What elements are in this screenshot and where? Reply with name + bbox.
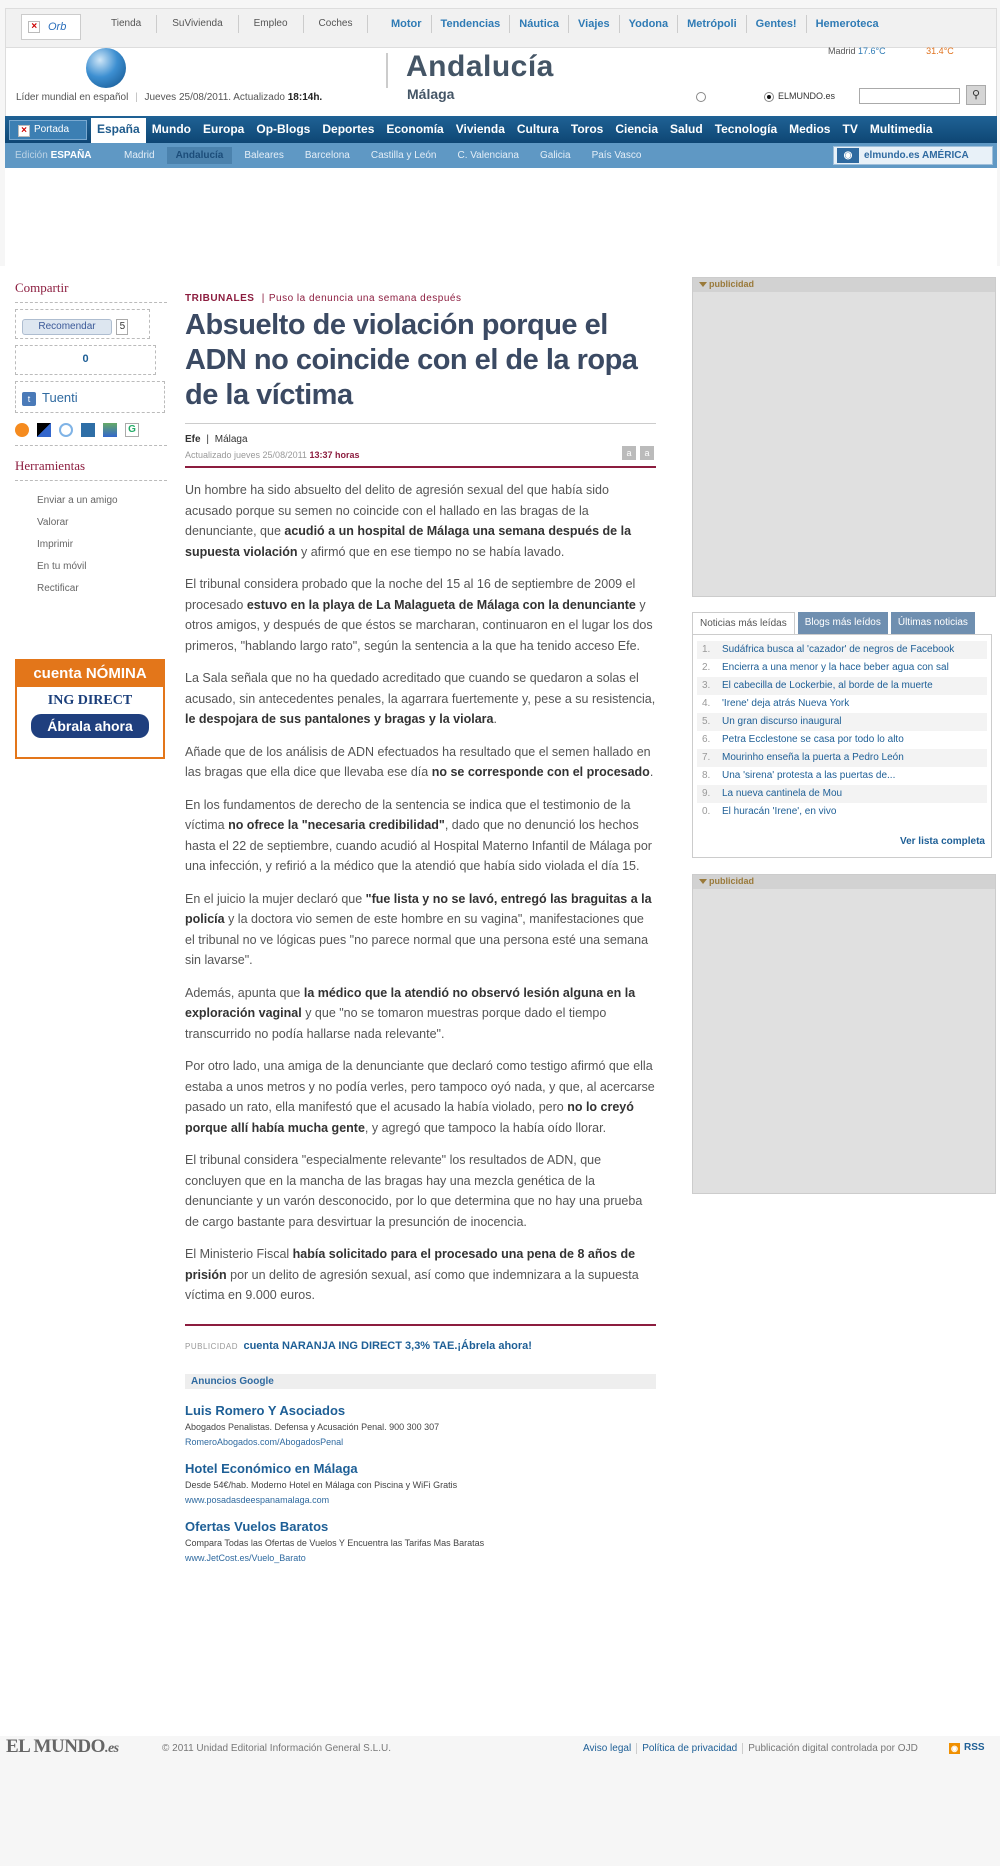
news-item[interactable]	[697, 803, 987, 821]
paragraph-text: y otros amigos, y después de que éstos se marcharan, continuaron en el lugar los dos primeros, "hablando largo rato", según la sentencia a la que ha tenido acceso Efe.	[185, 597, 653, 653]
google-ad-title[interactable]: Ofertas Vuelos Baratos	[185, 1518, 329, 1534]
news-rank: 9.	[702, 788, 711, 799]
paragraph-bold: acudió a un hospital de Málaga una semana después de la supuesta violación	[185, 524, 632, 559]
orb-label: Orb	[48, 21, 67, 33]
tool-item[interactable]: Enviar a un amigo	[37, 495, 118, 506]
article-paragraph	[185, 1056, 656, 1138]
edition-item[interactable]: Castilla y León	[370, 150, 437, 161]
tuenti-icon: t	[22, 392, 36, 406]
america-pre: elmundo.es	[864, 150, 920, 161]
news-item[interactable]	[697, 641, 987, 659]
ad-box-top[interactable]	[692, 277, 996, 597]
tool-item[interactable]: Rectificar	[37, 583, 79, 594]
paragraph-text: .	[493, 712, 497, 726]
ad-label: publicidad	[693, 278, 995, 292]
recommend-button[interactable]: Recomendar	[22, 319, 112, 335]
footer-copyright: © 2011 Unidad Editorial Información General S.L.U.	[162, 1743, 391, 1754]
paragraph-text: Un hombre ha sido absuelto del delito de agresión sexual del que había sido acusado porque su semen no coincide con el hallado en las bragas de la denunciante, que	[185, 483, 609, 538]
edition-item[interactable]: Madrid	[124, 150, 155, 161]
news-title[interactable]: Una 'sirena' protesta a las puertas de...	[722, 770, 896, 781]
news-tab[interactable]: Últimas noticias	[891, 612, 975, 634]
news-item[interactable]	[697, 731, 987, 749]
google-ad-url[interactable]: www.posadasdeespanamalaga.com	[185, 1494, 330, 1505]
news-title[interactable]: Petra Ecclestone se casa por todo lo alto	[722, 734, 904, 745]
tuenti-button[interactable]	[15, 381, 165, 413]
nav-item[interactable]: TV	[842, 122, 858, 136]
edition-item[interactable]: Barcelona	[304, 150, 350, 161]
nav-item[interactable]: Vivienda	[455, 122, 505, 136]
news-rank: 8.	[702, 770, 711, 781]
news-rank: 0.	[702, 806, 711, 817]
news-item[interactable]	[697, 659, 987, 677]
weather-city: Madrid	[828, 46, 856, 56]
search-option-label: ELMUNDO.es	[778, 91, 836, 101]
service-link[interactable]: SuVivienda	[157, 15, 238, 33]
article-rule	[185, 466, 656, 468]
news-item[interactable]	[697, 677, 987, 695]
nav-home-label: Portada	[34, 124, 70, 135]
service-link[interactable]: Náutica	[510, 15, 569, 33]
rss-icon: ◉	[949, 1743, 960, 1754]
news-rank: 7.	[702, 752, 711, 763]
paragraph-text: El tribunal considera "especialmente relevante" los resultados de ADN, que concluyen que en la mancha de las bragas hay una mezcla genética de la denunciante y un varón desconocido, por lo que determina que no hay una prueba de cargo bastante para desvirtuar la presunción de inocencia.	[185, 1153, 643, 1229]
article-paragraph	[185, 742, 656, 783]
news-title[interactable]: Sudáfrica busca al 'cazador' de negros de Facebook	[722, 644, 955, 655]
google-ad-desc: Desde 54€/hab. Moderno Hotel en Málaga con Piscina y WiFi Gratis	[185, 1479, 458, 1490]
article-kicker: TRIBUNALES | Puso la denuncia una semana después	[185, 293, 462, 304]
ojd-text: Publicación digital controlada por OJD	[748, 1743, 918, 1754]
search-elmundo-radio[interactable]	[764, 92, 774, 102]
tool-item[interactable]: En tu móvil	[37, 561, 87, 572]
service-link[interactable]: Empleo	[239, 15, 304, 33]
share-counter-box[interactable]	[15, 345, 156, 375]
edition-item[interactable]: Baleares	[244, 150, 284, 161]
paragraph-text: Por otro lado, una amiga de la denunciante que declaró como testigo afirmó que ella estaba a unos metros y no podía verles, pero tampoco oyó nada, y que, al acercarse pasado un rato, ella manifestó que el acusado la había violado, pero	[185, 1059, 655, 1114]
google-ad-title[interactable]: Luis Romero Y Asociados	[185, 1402, 346, 1418]
tools-list	[15, 495, 167, 594]
share-counter: 0	[82, 353, 89, 365]
site-header	[5, 48, 997, 116]
paragraph-text: por un delito de agresión sexual, así como que indemnizara a la supuesta víctima en 9.000 euros.	[185, 1267, 639, 1302]
news-item[interactable]	[697, 695, 987, 713]
font-smaller-icon[interactable]: a	[622, 446, 636, 460]
recommend-count: 5	[116, 319, 128, 335]
broken-image-icon: ×	[18, 125, 30, 137]
nav-item[interactable]: Toros	[570, 122, 604, 136]
nav-item[interactable]: Medios	[789, 122, 831, 136]
tuenti-label: Tuenti	[42, 390, 78, 405]
article-paragraph	[185, 1150, 656, 1232]
paragraph-text: .	[649, 765, 654, 779]
news-tab[interactable]: Blogs más leídos	[798, 612, 888, 634]
search-web-radio[interactable]	[696, 92, 706, 102]
ad-left-top: cuenta NÓMINA	[17, 661, 163, 687]
nav-item[interactable]: Op-Blogs	[256, 122, 311, 136]
services-bar	[5, 8, 997, 48]
paragraph-text: Añade que de los análisis de ADN efectuados ha resultado que el semen hallado en las bragas que ella dice que llevaba ese día	[185, 744, 651, 779]
facebook-box	[15, 309, 150, 339]
article	[185, 293, 656, 1563]
tool-item[interactable]: Valorar	[37, 517, 69, 528]
paragraph-text: , y agregó que tampoco la había oído llorar.	[364, 1120, 607, 1135]
service-link[interactable]: Motor	[382, 15, 432, 33]
article-paragraph	[185, 574, 656, 656]
tagline-text: Líder mundial en español	[16, 92, 129, 103]
meneame-icon[interactable]	[15, 423, 29, 437]
paragraph-bold: había solicitado para el procesado una pena de 8 años de prisión	[185, 1247, 636, 1282]
publicidad-link[interactable]: cuenta NARANJA ING DIRECT 3,3% TAE.¡Ábrela ahora!	[243, 1339, 532, 1352]
paragraph-text: Además, apunta que	[185, 985, 304, 1000]
news-rank: 6.	[702, 734, 711, 745]
paragraph-text: El Ministerio Fiscal	[185, 1247, 293, 1261]
most-read-box	[692, 634, 992, 858]
service-link[interactable]: Gentes!	[747, 15, 807, 33]
news-item[interactable]	[697, 767, 987, 785]
header-date: Jueves 25/08/2011. Actualizado	[144, 92, 285, 103]
share-title: Compartir	[15, 280, 167, 303]
edition-item[interactable]: País Vasco	[591, 150, 642, 161]
font-larger-icon[interactable]: a	[640, 446, 654, 460]
yahoo-icon[interactable]	[81, 423, 95, 437]
paragraph-text: y la doctora vio semen de este hombre en su vagina", manifestaciones que el tribunal no ve lógicas pues "no parece normal que una persona esté una semana sin lavarse".	[185, 912, 649, 967]
digg-icon[interactable]	[103, 423, 117, 437]
search-button[interactable]	[966, 85, 986, 105]
footer-logo-suffix: .es	[104, 1741, 119, 1756]
edition-item[interactable]: Galicia	[540, 150, 571, 161]
article-paragraph	[185, 1244, 656, 1306]
broken-image-icon: ×	[28, 21, 40, 33]
america-label: AMÉRICA	[922, 150, 969, 161]
ad-box-bottom[interactable]	[692, 874, 996, 1194]
nav-items	[91, 116, 939, 143]
tools-title: Herramientas	[15, 458, 167, 481]
nav-item[interactable]: Economía	[386, 122, 444, 136]
paragraph-text: y afirmó que en ese tiempo no se había lavado.	[297, 544, 565, 559]
weather	[828, 46, 954, 56]
see-all-link[interactable]: Ver lista completa	[899, 836, 985, 847]
paragraph-text: La Sala señala que no ha quedado acreditado que cuando se quedaron a solas el acusado, sin antecedentes penales, la agarrara fuertemente y, pese a su resistencia,	[185, 671, 656, 706]
paragraph-text: El tribunal considera probado que la noche del 15 al 16 de septiembre de 2009 el procesado	[185, 577, 636, 612]
ad-label: publicidad	[693, 875, 995, 889]
header-divider	[386, 53, 388, 88]
news-tabs	[692, 612, 978, 634]
rss-link[interactable]	[949, 1742, 985, 1754]
search-input[interactable]	[859, 88, 960, 104]
banner-area	[5, 168, 997, 266]
article-paragraph	[185, 983, 656, 1045]
article-updated	[185, 450, 656, 460]
left-column	[15, 280, 167, 605]
service-link[interactable]: Yodona	[620, 15, 679, 33]
main-nav	[5, 116, 997, 143]
google-ads-title: Anuncios Google	[185, 1374, 656, 1389]
header-tagline: Líder mundial en español | Jueves 25/08/2011. Actualizado 18:14h.	[16, 92, 323, 103]
news-rank: 1.	[702, 644, 711, 655]
updated-date: Actualizado jueves 25/08/2011	[185, 450, 307, 460]
google-ad-url[interactable]: www.JetCost.es/Vuelo_Barato	[185, 1552, 306, 1563]
google-ad	[185, 1403, 656, 1447]
article-body	[185, 480, 656, 1306]
article-paragraph	[185, 668, 656, 730]
google-icon[interactable]: G	[125, 423, 139, 437]
footer	[0, 1736, 1000, 1866]
edition-item[interactable]: Andalucía	[167, 147, 233, 164]
nav-item[interactable]: Multimedia	[869, 122, 933, 136]
article-byline: Efe | Málaga	[185, 434, 248, 445]
service-link[interactable]: Hemeroteca	[815, 18, 879, 30]
services-gray	[96, 15, 368, 33]
publicidad-label: PUBLICIDAD	[185, 1341, 239, 1351]
paragraph-text: En los fundamentos de derecho de la sentencia se indica que el testimonio de la víctima	[185, 797, 631, 832]
edition-label	[15, 150, 92, 161]
temp-min: 17.6°C	[858, 46, 886, 56]
temp-max: 31.4°C	[926, 46, 954, 56]
orb-logo[interactable]	[21, 14, 81, 40]
service-link[interactable]: Tendencias	[432, 15, 511, 33]
google-ad-url[interactable]: RomeroAbogados.com/AbogadosPenal	[185, 1436, 344, 1447]
edition-items	[115, 147, 653, 164]
paragraph-text: En el juicio la mujer declaró que	[185, 891, 366, 906]
ing-ad-left[interactable]	[15, 659, 165, 759]
footer-link[interactable]: Aviso legal	[578, 1743, 637, 1754]
google-ads-list	[185, 1403, 656, 1563]
google-ad-title[interactable]: Hotel Económico en Málaga	[185, 1460, 358, 1476]
news-title[interactable]: Un gran discurso inaugural	[722, 716, 842, 727]
search-icon: ⚲	[971, 89, 981, 101]
updated-time: 13:37 horas	[309, 450, 360, 460]
news-title[interactable]: Encierra a una menor y la hace beber agua con sal	[722, 662, 949, 673]
nav-item[interactable]: Mundo	[151, 122, 192, 136]
tool-item[interactable]: Imprimir	[37, 539, 74, 550]
header-time: 18:14h.	[287, 92, 323, 103]
ad-left-brand: ING DIRECT	[47, 693, 133, 708]
nav-item[interactable]: Salud	[670, 122, 703, 136]
paragraph-bold: no ofrece la "necesaria credibilidad"	[228, 818, 445, 832]
services-blue	[382, 15, 888, 33]
article-author: Efe	[185, 434, 201, 445]
news-title[interactable]: El cabecilla de Lockerbie, al borde de la muerte	[722, 680, 933, 691]
article-place: Málaga	[214, 434, 248, 445]
footer-logo[interactable]	[6, 1736, 119, 1758]
footer-links	[578, 1743, 923, 1754]
news-item[interactable]	[697, 713, 987, 731]
america-link[interactable]	[833, 146, 993, 165]
service-link[interactable]: Tienda	[96, 15, 157, 33]
news-title[interactable]: La nueva cantinela de Mou	[722, 788, 843, 799]
nav-item[interactable]: Cultura	[516, 122, 559, 136]
google-ad	[185, 1461, 656, 1505]
globe-icon: ◉	[837, 148, 859, 163]
nav-item[interactable]: Europa	[203, 122, 245, 136]
edition-nav	[5, 143, 997, 168]
news-rank: 3.	[702, 680, 711, 691]
article-paragraph	[185, 480, 656, 562]
rss-label: RSS	[964, 1742, 985, 1753]
news-title[interactable]: 'Irene' deja atrás Nueva York	[722, 698, 850, 709]
elmundo-globe-logo[interactable]	[86, 48, 126, 88]
article-paragraph	[185, 889, 656, 971]
edition-label-text: Edición	[15, 150, 48, 161]
paragraph-bold: la médico que la atendió no observó lesión alguna en la exploración vaginal	[185, 985, 636, 1020]
city-title: Málaga	[407, 86, 455, 102]
nav-item[interactable]: España	[91, 118, 146, 143]
news-rank: 5.	[702, 716, 711, 727]
paragraph-bold: estuvo en la playa de La Malagueta de Málaga con la denunciante	[246, 597, 636, 612]
news-item[interactable]	[697, 749, 987, 767]
nav-item[interactable]: Deportes	[322, 122, 375, 136]
article-subkicker: Puso la denuncia una semana después	[268, 293, 462, 304]
region-title: Andalucía	[406, 50, 554, 83]
article-section[interactable]: TRIBUNALES	[185, 293, 255, 304]
service-link[interactable]: Coches	[304, 15, 369, 33]
news-rank: 2.	[702, 662, 711, 673]
footer-logo-text: EL MUNDO	[6, 1736, 105, 1757]
edition-item[interactable]: C. Valenciana	[457, 150, 519, 161]
edition-name[interactable]: ESPAÑA	[50, 150, 92, 161]
news-item[interactable]	[697, 785, 987, 803]
delicious-icon[interactable]	[37, 423, 51, 437]
paragraph-bold: "fue lista y no se lavó, entregó las braguitas a la policía	[185, 891, 652, 926]
google-ad	[185, 1519, 656, 1563]
service-link[interactable]: Metrópoli	[678, 15, 747, 33]
article-end-rule	[185, 1324, 656, 1326]
google-ad-desc: Compara Todas las Ofertas de Vuelos Y Encuentra las Tarifas Mas Baratas	[185, 1537, 485, 1548]
nav-home-button[interactable]	[9, 120, 87, 140]
footer-link[interactable]: Política de privacidad	[637, 1743, 743, 1754]
news-list	[697, 641, 987, 821]
nav-item[interactable]: Ciencia	[615, 122, 659, 136]
technorati-icon[interactable]	[59, 423, 73, 437]
paragraph-text: , dado que no denunció los hechos hasta el 22 de septiembre, cuando acudió al Hospital Materno Infantil de Málaga por una infección, y refirió a la médico que la atendió que había sido violada el día 15.	[185, 818, 652, 873]
news-title[interactable]: Mourinho enseña la puerta a Pedro León	[722, 752, 904, 763]
article-paragraph	[185, 795, 656, 877]
article-title: Absuelto de violación porque el ADN no coincide con el de la ropa de la víctima	[185, 308, 656, 424]
paragraph-text: y que "no se tomaron muestras porque dado el tiempo transcurrido no podía hallarse nada relevante".	[185, 1006, 607, 1041]
google-ad-desc: Abogados Penalistas. Defensa y Acusación Penal. 900 300 307	[185, 1421, 440, 1432]
ad-left-button[interactable]: Ábrala ahora	[31, 714, 149, 738]
paragraph-bold: no se corresponde con el procesado	[431, 765, 650, 779]
news-tab[interactable]: Noticias más leídas	[692, 612, 795, 634]
social-icons	[15, 423, 167, 446]
publicidad-line	[185, 1340, 656, 1352]
paragraph-bold: no lo creyó porque allí había mucha gente	[185, 1100, 634, 1135]
paragraph-bold: le despojara de sus pantalones y bragas y la violara	[185, 712, 494, 726]
news-title[interactable]: El huracán 'Irene', en vivo	[722, 806, 837, 817]
nav-item[interactable]: Tecnología	[714, 122, 778, 136]
service-link[interactable]: Viajes	[569, 15, 620, 33]
news-rank: 4.	[702, 698, 711, 709]
